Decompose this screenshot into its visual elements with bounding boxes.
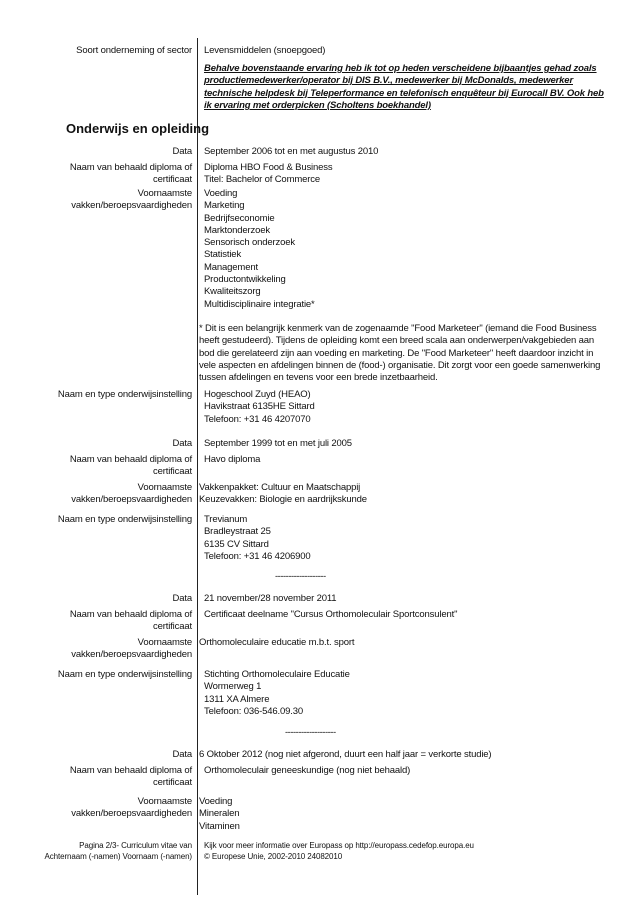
experience-note: Behalve bovenstaande ervaring heb ik tot op heden verscheidene bijbaantjes gehad zoals productiemedewerker/operator bij DIS B.V., medewerker bij McDonalds, medewerker technische helpdesk bij Teleperformance en telefonisch enquêteur bij Eurocall BV. Ook heb ik ervaring met orderpicken (Scholtens boekhandel) xyxy=(204,63,604,111)
entry-1-date: September 2006 tot en met augustus 2010 xyxy=(204,146,379,157)
list-item: Sensorisch onderzoek xyxy=(204,237,295,249)
list-item: Productontwikkeling xyxy=(204,274,286,286)
institution-label: Naam en type onderwijsinstelling xyxy=(57,389,192,400)
sector-value: Levensmiddelen (snoepgoed) xyxy=(204,45,326,56)
date-label: Data xyxy=(172,438,192,449)
entry-4-subjects: Voeding Mineralen Vitaminen xyxy=(199,796,240,832)
entry-3-subjects: Orthomoleculaire educatie m.b.t. sport xyxy=(199,637,355,648)
date-label: Data xyxy=(172,146,192,157)
qualification-label: Naam van behaald diploma of certificaat xyxy=(69,609,192,633)
subjects-label: Voornaamste vakken/beroepsvaardigheden xyxy=(71,188,192,212)
list-item: Marktonderzoek xyxy=(204,224,271,236)
separator: ------------------- xyxy=(275,571,326,582)
separator: ------------------- xyxy=(285,727,336,738)
list-item: Management xyxy=(204,261,258,273)
qualification-label: Naam van behaald diploma of certificaat xyxy=(69,765,192,789)
entry-1-qualification: Diploma HBO Food & Business Titel: Bachelor of Commerce xyxy=(204,162,333,186)
entry-2-institution: Trevianum Bradleystraat 25 6135 CV Sittard Telefoon: +31 46 4206900 xyxy=(204,514,311,562)
column-divider xyxy=(197,38,198,895)
qualification-label: Naam van behaald diploma of certificaat xyxy=(69,454,192,478)
sector-label: Soort onderneming of sector xyxy=(76,45,192,56)
qualification-label: Naam van behaald diploma of certificaat xyxy=(69,162,192,186)
entry-1-institution: Hogeschool Zuyd (HEAO) Havikstraat 6135HE Sittard Telefoon: +31 46 4207070 xyxy=(204,389,315,425)
entry-3-institution: Stichting Orthomoleculaire Educatie Wormerweg 1 1311 XA Almere Telefoon: 036-546.09.30 xyxy=(204,669,350,717)
entry-3-date: 21 november/28 november 2011 xyxy=(204,593,337,604)
section-title: Onderwijs en opleiding xyxy=(66,121,210,136)
subjects-label: Voornaamste vakken/beroepsvaardigheden xyxy=(71,796,192,820)
subjects-label: Voornaamste vakken/beroepsvaardigheden xyxy=(71,637,192,661)
entry-3-qualification: Certificaat deelname "Cursus Orthomoleculair Sportconsulent" xyxy=(204,609,458,620)
list-item: Marketing xyxy=(204,200,245,212)
list-item: Bedrijfseconomie xyxy=(204,212,275,224)
entry-2-subjects: Vakkenpakket: Cultuur en Maatschappij Keuzevakken: Biologie en aardrijkskunde xyxy=(199,482,367,506)
institution-label: Naam en type onderwijsinstelling xyxy=(57,669,192,680)
food-marketeer-footnote: * Dit is een belangrijk kenmerk van de zogenaamde "Food Marketeer" (iemand die Food Business heeft gestudeerd). Tijdens de opleiding komt een breed scala aan onderwerpen/vakgebieden aan bod die gerelateerd zijn aan voeding en marketing. De "Food Marketeer" heeft daardoor inzicht in vele aspecten en afdelingen binnen de (food-) organisatie. Dit zorgt voor een goede samenwerking tussen afdelingen en tevens voor een brede inzetbaarheid. xyxy=(199,323,601,384)
entry-2-qualification: Havo diploma xyxy=(204,454,261,465)
entry-4-date: 6 Oktober 2012 (nog niet afgerond, duurt een half jaar = verkorte studie) xyxy=(199,749,492,760)
list-item: Multidisciplinaire integratie* xyxy=(204,298,315,310)
list-item: Kwaliteitszorg xyxy=(204,286,261,298)
institution-label: Naam en type onderwijsinstelling xyxy=(57,514,192,525)
footer-left: Pagina 2/3- Curriculum vitae van Achternaam (-namen) Voornaam (-namen) xyxy=(44,841,192,861)
entry-4-qualification: Orthomoleculair geneeskundige (nog niet behaald) xyxy=(204,765,411,776)
date-label: Data xyxy=(172,749,192,760)
list-item: Voeding xyxy=(204,188,238,199)
subjects-label: Voornaamste vakken/beroepsvaardigheden xyxy=(71,482,192,506)
entry-1-subjects xyxy=(204,188,604,311)
entry-2-date: September 1999 tot en met juli 2005 xyxy=(204,438,352,449)
footer-right: Kijk voor meer informatie over Europass op http://europass.cedefop.europa.eu © Europese Unie, 2002-2010 24082010 xyxy=(204,841,474,861)
list-item: Statistiek xyxy=(204,249,242,261)
date-label: Data xyxy=(172,593,192,604)
